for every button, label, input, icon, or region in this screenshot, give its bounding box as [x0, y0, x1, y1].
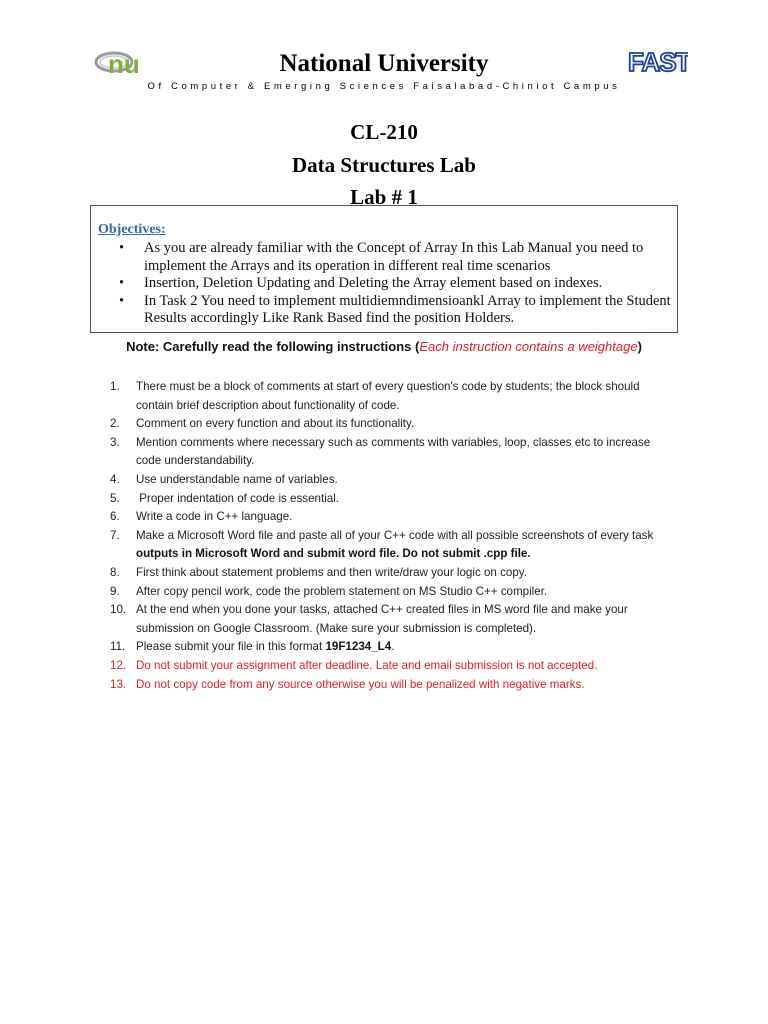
instruction-item-warning: 12. Do not submit your assignment after deadline. Late and email submission is not accepted.	[110, 658, 598, 672]
instructions-note	[0, 339, 768, 354]
objective-text: In Task 2 You need to implement multidiemndimensioankl Array to implement the Student Results accordingly Like Rank Based find the position Holders.	[144, 292, 671, 326]
instruction-text-after: .	[391, 640, 395, 654]
instruction-text: Write a code in C++ language.	[136, 510, 293, 524]
university-title: National University	[279, 50, 489, 77]
objective-text: Insertion, Deletion Updating and Deleting the Array element based on indexes.	[144, 275, 603, 291]
note-highlight: Each instruction contains a weightage	[419, 339, 638, 354]
instruction-text: At the end when you done your tasks, attached C++ created files in MS word file and make your submission on Google Classroom. (Make sure your submission is completed).	[136, 603, 628, 635]
objective-item	[91, 240, 674, 275]
instruction-item: 11. Please submit your file in this format 19F1234_L4.	[110, 640, 395, 654]
instruction-text: Please submit your file in this format	[136, 640, 326, 654]
bullet-icon: •	[119, 275, 125, 291]
instruction-item: 1. There must be a block of comments at start of every question's code by students; the block should contain brief description about functionality of code.	[110, 380, 640, 412]
instruction-item-warning: 13. Do not copy code from any source otherwise you will be penalized with negative marks.	[110, 677, 585, 691]
note-suffix: )	[637, 339, 642, 354]
fast-logo-text: FAST	[628, 47, 688, 76]
instruction-item: 5. Proper indentation of code is essential.	[110, 491, 340, 505]
instruction-item: 3. Mention comments where necessary such as comments with variables, loop, classes etc to increase code understandability.	[110, 435, 651, 468]
instruction-item: 10. At the end when you done your tasks, attached C++ created files in MS word file and make your submission on Google Classroom. (Make sure your submission is completed).	[110, 603, 628, 635]
instruction-text: Mention comments where necessary such as comments with variables, loop, classes etc to increase code understandability.	[136, 435, 651, 468]
instruction-text: Use understandable name of variables.	[136, 472, 338, 486]
instruction-text: Make a Microsoft Word file and paste all of your C++ code with all possible screenshots of every task	[136, 528, 654, 542]
instruction-bold: outputs in Microsoft Word and submit word file. Do not submit .cpp file.	[136, 547, 531, 561]
lab-number: Lab # 1	[350, 185, 418, 209]
bullet-icon: •	[119, 240, 125, 256]
objective-item	[91, 293, 674, 328]
objectives-title: Objectives:	[98, 222, 166, 237]
course-code: CL-210	[350, 120, 418, 144]
objective-item	[91, 275, 674, 293]
instruction-text: Do not submit your assignment after deadline. Late and email submission is not accepted.	[136, 658, 598, 672]
instruction-text: Do not copy code from any source otherwise you will be penalized with negative marks.	[136, 677, 585, 691]
objective-text: As you are already familiar with the Concept of Array In this Lab Manual you need to implement the Arrays and its operation in different real time scenarios	[144, 240, 644, 274]
instruction-item: 4. Use understandable name of variables.	[110, 472, 338, 486]
instruction-text: After copy pencil work, code the problem statement on MS Studio C++ compiler.	[136, 584, 548, 598]
bullet-icon: •	[119, 292, 125, 309]
instruction-text: Comment on every function and about its functionality.	[136, 417, 415, 431]
instruction-item: 9. After copy pencil work, code the problem statement on MS Studio C++ compiler.	[110, 584, 548, 598]
university-subtitle: Of Computer & Emerging Sciences Faisalabad-Chiniot Campus	[147, 81, 621, 92]
instructions-list	[110, 378, 676, 694]
instruction-text: Proper indentation of code is essential.	[136, 491, 340, 505]
instruction-item: 7. Make a Microsoft Word file and paste all of your C++ code with all possible screenshots of every task outputs in Microsoft Word and submit word file. Do not submit .cpp file.	[110, 528, 654, 561]
note-prefix: Note: Carefully read the following instructions (	[126, 339, 420, 354]
instruction-item: 2. Comment on every function and about its functionality.	[110, 417, 415, 431]
objectives-list	[91, 240, 674, 328]
instruction-text: There must be a block of comments at start of every question's code by students; the block should contain brief description about functionality of code.	[136, 380, 640, 412]
instruction-item: 8. First think about statement problems and then write/draw your logic on copy.	[110, 565, 527, 579]
course-name: Data Structures Lab	[292, 153, 476, 177]
instruction-bold: 19F1234_L4	[325, 640, 392, 654]
instruction-text: First think about statement problems and then write/draw your logic on copy.	[136, 565, 527, 579]
objectives-box	[90, 205, 678, 333]
instruction-item: 6. Write a code in C++ language.	[110, 510, 293, 524]
nu-logo-text: nu	[108, 49, 140, 79]
